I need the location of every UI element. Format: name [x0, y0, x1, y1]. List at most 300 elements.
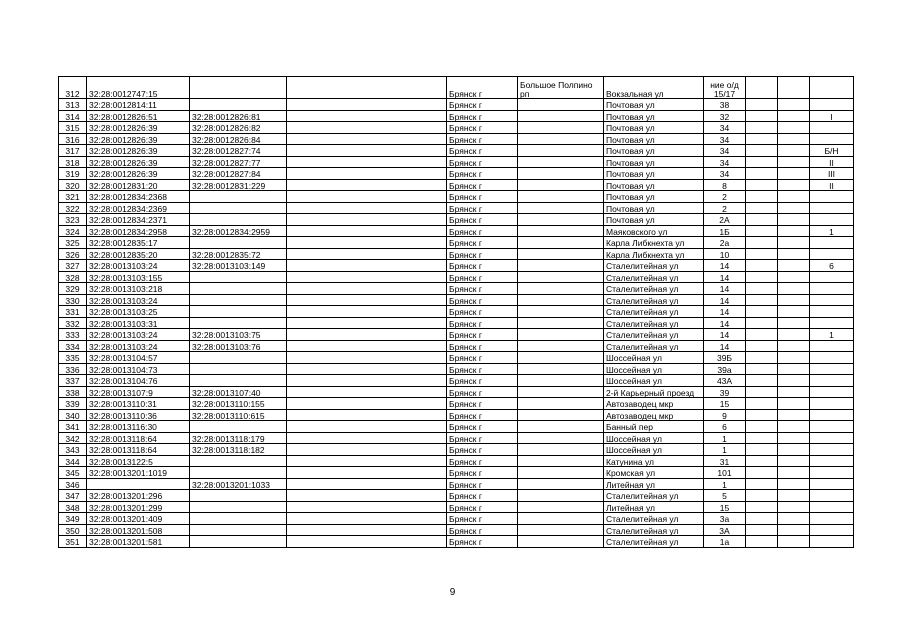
district-cell	[518, 248, 604, 260]
cadastral-number-2	[190, 352, 287, 364]
house-cell	[704, 77, 746, 99]
empty-cell	[287, 444, 447, 456]
district-cell	[518, 283, 604, 295]
empty-cell	[746, 398, 778, 410]
house-cell: 9	[704, 409, 746, 421]
empty-cell	[778, 260, 810, 272]
cadastral-number: 32:28:0013201:296	[87, 490, 190, 502]
cadastral-number: 32:28:0013118:64	[87, 444, 190, 456]
district-cell	[518, 214, 604, 226]
district-line-1: Большое Полпино	[520, 80, 593, 90]
corp-cell	[810, 501, 854, 513]
house-cell: 15	[704, 501, 746, 513]
empty-cell	[778, 536, 810, 548]
empty-cell	[746, 478, 778, 490]
table-row	[59, 202, 854, 214]
empty-cell	[746, 133, 778, 145]
district-cell	[518, 156, 604, 168]
table-row	[59, 513, 854, 525]
empty-cell	[746, 375, 778, 387]
corp-cell	[810, 467, 854, 479]
empty-cell	[746, 409, 778, 421]
empty-cell	[287, 122, 447, 134]
district-cell	[518, 133, 604, 145]
empty-cell	[778, 375, 810, 387]
empty-cell	[287, 329, 447, 341]
empty-cell	[778, 225, 810, 237]
city-cell: Брянск г	[447, 214, 518, 226]
house-cell: 38	[704, 99, 746, 111]
table-row	[59, 225, 854, 237]
row-number: 319	[59, 168, 87, 180]
street-cell: Почтовая ул	[604, 202, 704, 214]
table-row	[59, 248, 854, 260]
street-cell: Литейная ул	[604, 501, 704, 513]
row-number: 335	[59, 352, 87, 364]
cadastral-number: 32:28:0013201:581	[87, 536, 190, 548]
corp-cell	[810, 386, 854, 398]
empty-cell	[746, 306, 778, 318]
empty-cell	[778, 99, 810, 111]
empty-cell	[778, 363, 810, 375]
house-cell: 10	[704, 248, 746, 260]
row-number: 314	[59, 110, 87, 122]
street-cell: Сталелитейная ул	[604, 536, 704, 548]
empty-cell	[746, 225, 778, 237]
table-row	[59, 398, 854, 410]
district-cell	[518, 421, 604, 433]
cadastral-number-2: 32:28:0013110:615	[190, 409, 287, 421]
empty-cell	[778, 329, 810, 341]
empty-cell	[287, 352, 447, 364]
house-cell: 15	[704, 398, 746, 410]
empty-cell	[287, 191, 447, 203]
house-cell: 1	[704, 432, 746, 444]
empty-cell	[778, 179, 810, 191]
table-row	[59, 329, 854, 341]
empty-cell	[287, 225, 447, 237]
street-cell: Шоссейная ул	[604, 375, 704, 387]
corp-cell	[810, 122, 854, 134]
empty-cell	[778, 467, 810, 479]
table-row	[59, 524, 854, 536]
empty-cell	[746, 432, 778, 444]
city-cell: Брянск г	[447, 122, 518, 134]
street-cell: Карла Либкнехта ул	[604, 248, 704, 260]
cadastral-number-2	[190, 375, 287, 387]
empty-cell	[287, 294, 447, 306]
empty-cell	[778, 168, 810, 180]
empty-cell	[287, 455, 447, 467]
city-cell: Брянск г	[447, 283, 518, 295]
empty-cell	[287, 214, 447, 226]
table-row	[59, 271, 854, 283]
empty-cell	[287, 398, 447, 410]
cadastral-number-2: 32:28:0012827:77	[190, 156, 287, 168]
city-cell: Брянск г	[447, 317, 518, 329]
city-cell: Брянск г	[447, 340, 518, 352]
row-number: 329	[59, 283, 87, 295]
cadastral-number: 32:28:0012834:2371	[87, 214, 190, 226]
cadastral-number: 32:28:0013201:508	[87, 524, 190, 536]
cadastral-number: 32:28:0013118:64	[87, 432, 190, 444]
empty-cell	[287, 110, 447, 122]
district-cell	[518, 237, 604, 249]
city-cell: Брянск г	[447, 77, 518, 99]
table-row	[59, 363, 854, 375]
cadastral-number-2	[190, 501, 287, 513]
street-cell: Почтовая ул	[604, 110, 704, 122]
corp-cell	[810, 432, 854, 444]
street-cell: Сталелитейная ул	[604, 513, 704, 525]
corp-cell: Б/Н	[810, 145, 854, 157]
cadastral-number: 32:28:0013107:9	[87, 386, 190, 398]
house-cell: 3А	[704, 524, 746, 536]
empty-cell	[778, 432, 810, 444]
empty-cell	[287, 237, 447, 249]
empty-cell	[287, 99, 447, 111]
table-row	[59, 490, 854, 502]
empty-cell	[287, 156, 447, 168]
empty-cell	[287, 363, 447, 375]
cadastral-number: 32:28:0013201:299	[87, 501, 190, 513]
city-cell: Брянск г	[447, 294, 518, 306]
empty-cell	[746, 202, 778, 214]
street-cell: Сталелитейная ул	[604, 340, 704, 352]
house-cell: 14	[704, 306, 746, 318]
street-cell: Сталелитейная ул	[604, 283, 704, 295]
district-cell	[518, 467, 604, 479]
empty-cell	[746, 536, 778, 548]
row-number: 322	[59, 202, 87, 214]
district-cell	[518, 202, 604, 214]
corp-cell	[810, 421, 854, 433]
house-cell: 34	[704, 156, 746, 168]
district-cell	[518, 145, 604, 157]
street-cell: Шоссейная ул	[604, 352, 704, 364]
cadastral-number: 32:28:0013122:5	[87, 455, 190, 467]
row-number: 331	[59, 306, 87, 318]
empty-cell	[778, 409, 810, 421]
row-number: 351	[59, 536, 87, 548]
corp-cell	[810, 363, 854, 375]
cadastral-number: 32:28:0013104:76	[87, 375, 190, 387]
row-number: 348	[59, 501, 87, 513]
cadastral-number: 32:28:0013103:24	[87, 329, 190, 341]
empty-cell	[287, 168, 447, 180]
district-cell	[518, 524, 604, 536]
street-cell: Кромская ул	[604, 467, 704, 479]
corp-cell	[810, 77, 854, 99]
table-row	[59, 77, 854, 99]
corp-cell	[810, 513, 854, 525]
cadastral-number-2	[190, 237, 287, 249]
row-number: 327	[59, 260, 87, 272]
city-cell: Брянск г	[447, 352, 518, 364]
corp-cell: II	[810, 156, 854, 168]
row-number: 347	[59, 490, 87, 502]
city-cell: Брянск г	[447, 248, 518, 260]
table-row	[59, 214, 854, 226]
row-number: 325	[59, 237, 87, 249]
empty-cell	[778, 478, 810, 490]
house-cell: 2А	[704, 214, 746, 226]
empty-cell	[746, 283, 778, 295]
table-row	[59, 421, 854, 433]
cadastral-number: 32:28:0012834:2369	[87, 202, 190, 214]
corp-cell: 1	[810, 329, 854, 341]
cadastral-number: 32:28:0013201:409	[87, 513, 190, 525]
table-row	[59, 179, 854, 191]
street-cell: Почтовая ул	[604, 214, 704, 226]
house-cell: 14	[704, 271, 746, 283]
cadastral-number-2: 32:28:0013118:179	[190, 432, 287, 444]
row-number: 318	[59, 156, 87, 168]
table-row	[59, 467, 854, 479]
empty-cell	[287, 133, 447, 145]
table-row	[59, 145, 854, 157]
cadastral-number-2	[190, 283, 287, 295]
empty-cell	[778, 455, 810, 467]
cadastral-number: 32:28:0013110:36	[87, 409, 190, 421]
corp-cell	[810, 133, 854, 145]
district-cell	[518, 77, 604, 99]
district-cell	[518, 306, 604, 318]
row-number: 350	[59, 524, 87, 536]
table-row	[59, 191, 854, 203]
table-row	[59, 455, 854, 467]
empty-cell	[746, 421, 778, 433]
district-cell	[518, 340, 604, 352]
house-cell: 1а	[704, 536, 746, 548]
cadastral-number: 32:28:0013103:25	[87, 306, 190, 318]
corp-cell	[810, 202, 854, 214]
house-cell: 2	[704, 191, 746, 203]
house-cell: 8	[704, 179, 746, 191]
table-row	[59, 478, 854, 490]
cadastral-number: 32:28:0012826:39	[87, 156, 190, 168]
empty-cell	[746, 363, 778, 375]
street-cell: Вокзальная ул	[604, 77, 704, 99]
registry-table	[58, 76, 854, 548]
empty-cell	[778, 248, 810, 260]
house-cell: 6	[704, 421, 746, 433]
row-number: 346	[59, 478, 87, 490]
row-number: 320	[59, 179, 87, 191]
row-number: 338	[59, 386, 87, 398]
district-cell	[518, 99, 604, 111]
empty-cell	[746, 524, 778, 536]
empty-cell	[746, 501, 778, 513]
empty-cell	[778, 340, 810, 352]
house-cell: 31	[704, 455, 746, 467]
house-cell: 43А	[704, 375, 746, 387]
empty-cell	[746, 340, 778, 352]
cadastral-number-2	[190, 524, 287, 536]
row-number: 339	[59, 398, 87, 410]
row-number: 333	[59, 329, 87, 341]
cadastral-number-2: 32:28:0013103:76	[190, 340, 287, 352]
cadastral-number-2	[190, 467, 287, 479]
table-body	[59, 77, 854, 548]
house-cell: 14	[704, 260, 746, 272]
table-row	[59, 375, 854, 387]
city-cell: Брянск г	[447, 501, 518, 513]
row-number: 328	[59, 271, 87, 283]
city-cell: Брянск г	[447, 237, 518, 249]
cadastral-number-2: 32:28:0012826:81	[190, 110, 287, 122]
row-number: 313	[59, 99, 87, 111]
city-cell: Брянск г	[447, 455, 518, 467]
table-row	[59, 294, 854, 306]
cadastral-number: 32:28:0012826:51	[87, 110, 190, 122]
empty-cell	[778, 191, 810, 203]
corp-cell	[810, 375, 854, 387]
table-row	[59, 122, 854, 134]
corp-cell: III	[810, 168, 854, 180]
city-cell: Брянск г	[447, 524, 518, 536]
corp-cell	[810, 214, 854, 226]
cadastral-number-2	[190, 421, 287, 433]
row-number: 316	[59, 133, 87, 145]
street-cell: Сталелитейная ул	[604, 306, 704, 318]
street-cell: Почтовая ул	[604, 145, 704, 157]
corp-cell	[810, 398, 854, 410]
corp-cell	[810, 444, 854, 456]
cadastral-number-2	[190, 214, 287, 226]
cadastral-number-2	[190, 455, 287, 467]
street-cell: Автозаводец мкр	[604, 409, 704, 421]
street-cell: Почтовая ул	[604, 99, 704, 111]
cadastral-number: 32:28:0013103:24	[87, 260, 190, 272]
district-cell	[518, 432, 604, 444]
cadastral-number-2: 32:28:0012826:82	[190, 122, 287, 134]
empty-cell	[746, 271, 778, 283]
row-number: 340	[59, 409, 87, 421]
district-cell	[518, 478, 604, 490]
cadastral-number-2: 32:28:0013110:155	[190, 398, 287, 410]
cadastral-number-2: 32:28:0013103:75	[190, 329, 287, 341]
cadastral-number: 32:28:0012834:2368	[87, 191, 190, 203]
empty-cell	[746, 191, 778, 203]
corp-cell	[810, 237, 854, 249]
row-number: 323	[59, 214, 87, 226]
corp-cell	[810, 340, 854, 352]
corp-cell	[810, 490, 854, 502]
street-cell: Сталелитейная ул	[604, 524, 704, 536]
empty-cell	[778, 306, 810, 318]
empty-cell	[778, 524, 810, 536]
row-number: 315	[59, 122, 87, 134]
page-number: 9	[449, 587, 456, 598]
table-row	[59, 317, 854, 329]
street-cell: Катунина ул	[604, 455, 704, 467]
corp-cell	[810, 99, 854, 111]
empty-cell	[778, 122, 810, 134]
table-row	[59, 352, 854, 364]
city-cell: Брянск г	[447, 260, 518, 272]
table-row	[59, 386, 854, 398]
empty-cell	[778, 145, 810, 157]
cadastral-number: 32:28:0012826:39	[87, 122, 190, 134]
empty-cell	[746, 179, 778, 191]
empty-cell	[287, 478, 447, 490]
corp-cell	[810, 409, 854, 421]
cadastral-number-2	[190, 513, 287, 525]
cadastral-number-2	[190, 99, 287, 111]
district-line-2: рп	[520, 88, 530, 99]
empty-cell	[746, 99, 778, 111]
row-number: 341	[59, 421, 87, 433]
cadastral-number-2	[190, 317, 287, 329]
table-row	[59, 444, 854, 456]
house-cell: 1	[704, 478, 746, 490]
city-cell: Брянск г	[447, 444, 518, 456]
cadastral-number: 32:28:0013103:31	[87, 317, 190, 329]
row-number: 343	[59, 444, 87, 456]
empty-cell	[287, 386, 447, 398]
street-cell: Почтовая ул	[604, 122, 704, 134]
table-row	[59, 432, 854, 444]
row-number: 345	[59, 467, 87, 479]
house-cell: 2	[704, 202, 746, 214]
empty-cell	[746, 122, 778, 134]
table-row	[59, 133, 854, 145]
house-cell: 14	[704, 317, 746, 329]
table-row	[59, 99, 854, 111]
row-number: 342	[59, 432, 87, 444]
empty-cell	[778, 317, 810, 329]
empty-cell	[746, 386, 778, 398]
empty-cell	[746, 156, 778, 168]
corp-cell: 1	[810, 225, 854, 237]
row-number: 330	[59, 294, 87, 306]
house-cell: 34	[704, 145, 746, 157]
district-cell	[518, 490, 604, 502]
empty-cell	[287, 490, 447, 502]
house-cell: 14	[704, 340, 746, 352]
cadastral-number	[87, 478, 190, 490]
empty-cell	[778, 283, 810, 295]
city-cell: Брянск г	[447, 191, 518, 203]
street-cell: Сталелитейная ул	[604, 317, 704, 329]
street-cell: Сталелитейная ул	[604, 294, 704, 306]
empty-cell	[778, 77, 810, 99]
cadastral-number: 32:28:0012814:11	[87, 99, 190, 111]
empty-cell	[746, 77, 778, 99]
district-cell	[518, 398, 604, 410]
empty-cell	[746, 352, 778, 364]
house-cell: 101	[704, 467, 746, 479]
empty-cell	[287, 202, 447, 214]
row-number: 344	[59, 455, 87, 467]
street-cell: Шоссейная ул	[604, 363, 704, 375]
cadastral-number: 32:28:0013201:1019	[87, 467, 190, 479]
corp-cell	[810, 306, 854, 318]
corp-cell	[810, 455, 854, 467]
empty-cell	[287, 306, 447, 318]
empty-cell	[746, 168, 778, 180]
cadastral-number-2: 32:28:0013118:182	[190, 444, 287, 456]
cadastral-number-2: 32:28:0012827:74	[190, 145, 287, 157]
empty-cell	[778, 156, 810, 168]
empty-cell	[778, 501, 810, 513]
empty-cell	[746, 145, 778, 157]
city-cell: Брянск г	[447, 145, 518, 157]
cadastral-number: 32:28:0013104:57	[87, 352, 190, 364]
street-cell: Шоссейная ул	[604, 432, 704, 444]
cadastral-number: 32:28:0013116:30	[87, 421, 190, 433]
